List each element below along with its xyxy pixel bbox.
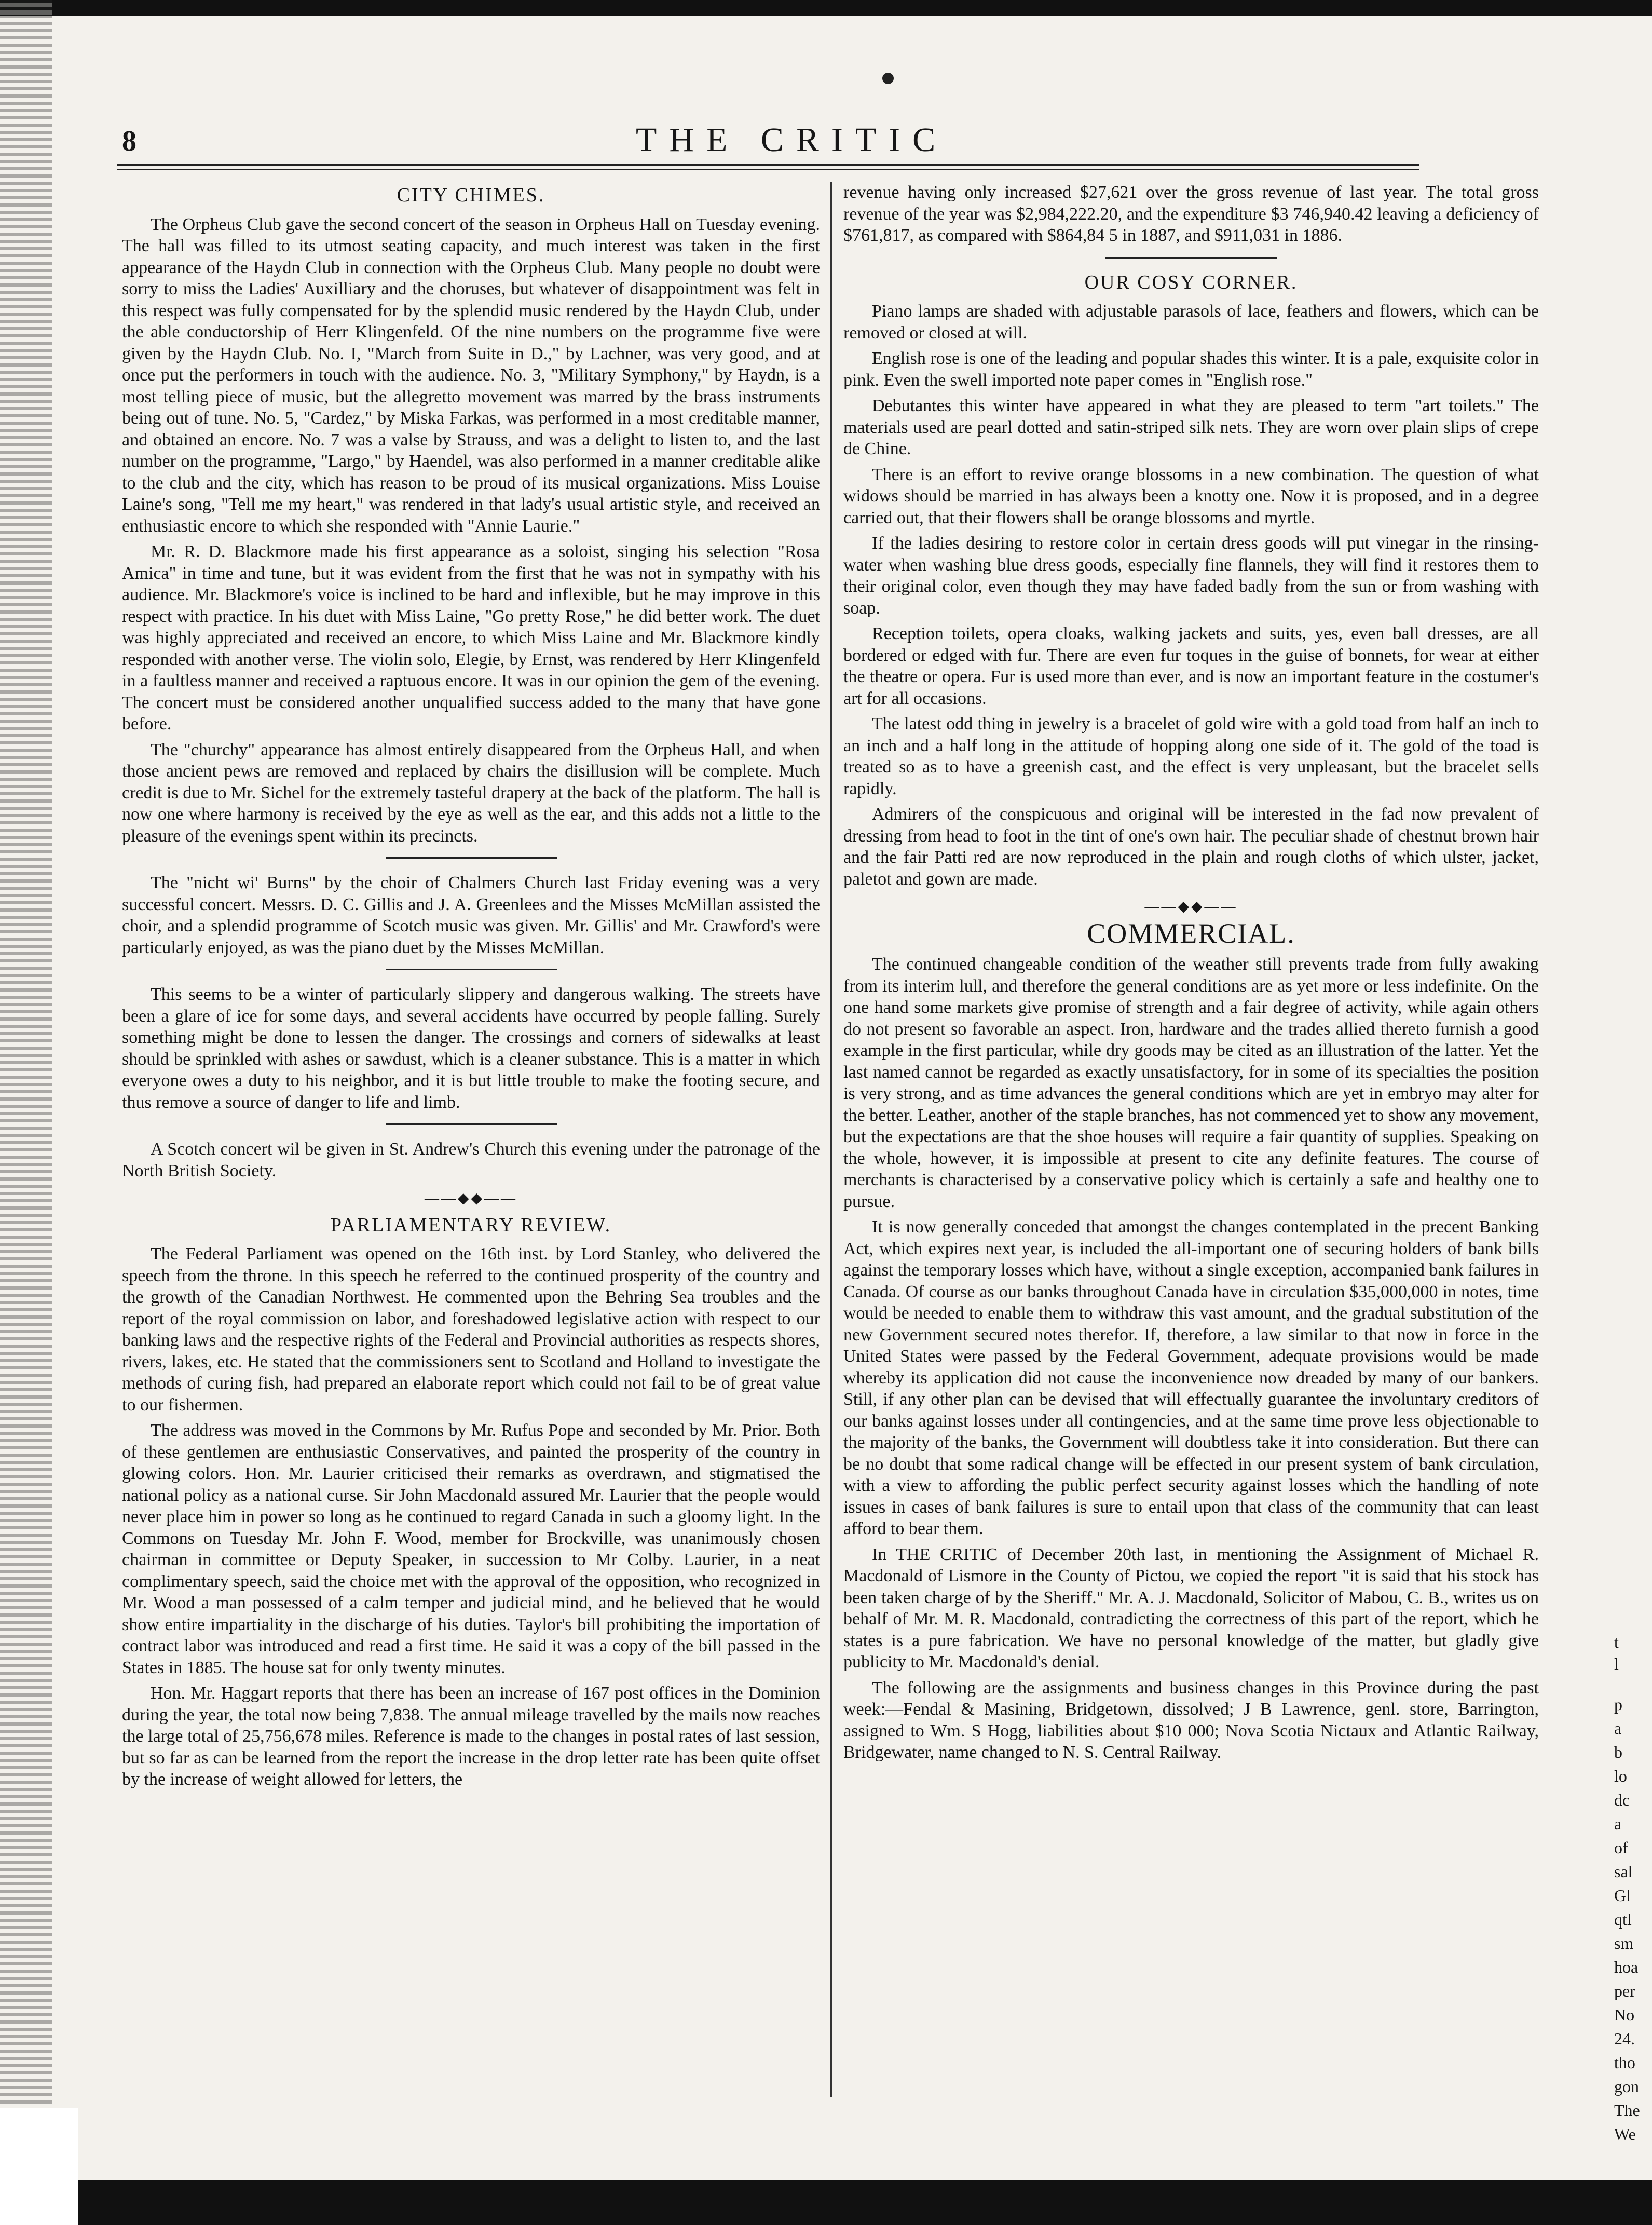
revenue-paragraph: revenue having only increased $27,621 over the gross revenue of last year. The total gross revenue of the year was $2,984,222.20, and the expenditure $3 746,940.42 leaving a deficiency of $761,817, as compared with $864,84 5 in 1887, and $911,031 in 1886. xyxy=(843,183,1539,245)
cosy-corner-section xyxy=(843,272,1539,890)
scan-corner xyxy=(0,2108,78,2225)
burns-paragraph: The "nicht wi' Burns" by the choir of Chalmers Church last Friday evening was a very successful concert. Messrs. D. C. Gillis and J. A. Greenlees and the Misses McMillan assisted the choir, and a splendid programme of Scotch music was given. Mr. Gillis' and Mr. Crawford's were particularly enjoyed, as was the piano duet by the Misses McMillan. xyxy=(122,873,820,957)
cosy-corner-paragraph: English rose is one of the leading and popular shades this winter. It is a pale, exquisite color in pink. Even the swell imported note paper comes in "English rose." xyxy=(843,349,1539,390)
bullet-dot-icon xyxy=(882,73,894,84)
section-separator xyxy=(1105,257,1277,259)
margin-fragment: qtl xyxy=(1614,1910,1632,1929)
margin-fragment: lo xyxy=(1614,1767,1627,1785)
margin-fragment: of xyxy=(1614,1838,1628,1857)
city-chimes-paragraph: Mr. R. D. Blackmore made his first appearance as a soloist, singing his selection "Rosa Amica" in time and tune, but it was evident from the first that he was not in sympathy with his audience. Mr. Blackmore's voice is inclined to be hard and inflexible, but he may improve in this respect with practice. In his duet with Miss Laine, "Go pretty Rose," he did better work. The duet was highly appreciated and received an encore, to which Miss Laine and Mr. Blackmore kindly responded with another verse. The violin solo, Elegie, by Ernst, was rendered by Herr Klingenfeld in a faultless manner and received a raptuous encore. It was in our opinion the gem of the evening. The concert must be considered another unqualified success added to the many that have gone before. xyxy=(122,542,820,734)
parliamentary-paragraph: The Federal Parliament was opened on the 16th inst. by Lord Stanley, who delivered the speech from the throne. In this speech he referred to the continued prosperity of the country and the growth of the Canadian Northwest. He commented upon the Behring Sea troubles and the report of the royal commission on labor, and foreshadowed legislative action with respect to our banking laws and the respective rights of the Federal and Provincial authorities as respects shores, rivers, lakes, etc. He stated that the commissioners sent to Scotland and Holland to investigate the methods of curing fish, had prepared an elaborate report which could not fail to be of great value to our fishermen. xyxy=(122,1244,820,1415)
ornament-divider: ——◆◆—— xyxy=(424,1190,518,1206)
cosy-corner-paragraph: The latest odd thing in jewelry is a bracelet of gold wire with a gold toad from half an inch to an inch and a half long in the attitude of hopping along one side of it. The gold of the toad is treated so as to have a greenish cast, and the effect is very unpleasant, but the bracelet sells rapidly. xyxy=(843,714,1539,798)
header-rule xyxy=(117,164,1419,166)
margin-fragment: No xyxy=(1614,2005,1635,2024)
cosy-corner-paragraph: Reception toilets, opera cloaks, walking jackets and suits, yes, even ball dresses, are all bordered or edged with fur. There are even fur toques in the guise of bonnets, for wear at either the theatre or opera. Fur is used more than ever, and is now an important feature in the costumer's art for all occasions. xyxy=(843,624,1539,708)
margin-fragment: a xyxy=(1614,1719,1622,1738)
margin-fragment: p xyxy=(1614,1695,1622,1714)
margin-fragment: hoa xyxy=(1614,1958,1639,1976)
column-divider xyxy=(830,182,832,2097)
margin-fragment: sal xyxy=(1614,1862,1633,1881)
commercial-section xyxy=(843,917,1539,1763)
cosy-corner-heading: OUR COSY CORNER. xyxy=(1084,271,1298,293)
cosy-corner-paragraph: Piano lamps are shaded with adjustable parasols of lace, feathers and flowers, which can be removed or closed at will. xyxy=(843,302,1539,343)
section-separator xyxy=(386,857,557,859)
margin-fragment: We xyxy=(1614,2125,1636,2143)
parliamentary-heading: PARLIAMENTARY REVIEW. xyxy=(330,1214,612,1236)
masthead: THE CRITIC xyxy=(636,121,948,159)
scan-edge-bottom xyxy=(78,2180,1652,2225)
margin-fragment: a xyxy=(1614,1814,1622,1833)
scan-edge-left xyxy=(0,0,52,2225)
commercial-heading: COMMERCIAL. xyxy=(1087,917,1295,949)
section-separator xyxy=(386,969,557,970)
cosy-corner-paragraph: There is an effort to revive orange blossoms in a new combination. The question of what widows should be married in has always been a knotty one. Now it is proposed, and in a degree carried out, that their flowers shall be orange blossoms and myrtle. xyxy=(843,465,1539,527)
scotch-concert-paragraph: A Scotch concert wil be given in St. Andrew's Church this evening under the patronage of the North British Society. xyxy=(122,1139,820,1181)
cosy-corner-paragraph: If the ladies desiring to restore color in certain dress goods will put vinegar in the rinsing-water when washing blue dress goods, especially fine flannels, they will find it restores them to their original color, even though they may have faded badly from the sun or from washing with soap. xyxy=(843,534,1539,618)
margin-fragment: l xyxy=(1614,1654,1619,1673)
margin-fragment: 24. xyxy=(1614,2029,1635,2048)
margin-fragment: gon xyxy=(1614,2077,1639,2096)
header-rule-thin xyxy=(117,169,1419,170)
city-chimes-paragraph: The "churchy" appearance has almost entirely disappeared from the Orpheus Hall, and when those ancient pews are removed and replaced by chairs the disillusion will be complete. Much credit is due to Mr. Sichel for the extremely tasteful drapery at the back of the platform. The hall is now one where harmony is received by the eye as well as the ear, and this adds not a little to the pleasure of the evenings spent within its precincts. xyxy=(122,740,820,846)
margin-fragment: sm xyxy=(1614,1934,1634,1952)
city-chimes-paragraph: The Orpheus Club gave the second concert of the season in Orpheus Hall on Tuesday evening. The hall was filled to its utmost seating capacity, and much interest was taken in the first appearance of the Haydn Club in connection with the Orpheus Club. Many people no doubt were sorry to miss the Ladies' Auxilliary and the choruses, but whatever of disappointment was felt in this respect was fully compensated for by the splendid music rendered by the Haydn Club, under the able conductorship of Herr Klingenfeld. Of the nine numbers on the programme five were given by the Haydn Club. No. I, "March from Suite in D.," by Lachner, was very good, and at once put the performers in touch with the audience. No. 3, "Military Symphony," by Haydn, is a most telling piece of music, but the allegretto movement was marred by the brass instruments being out of tune. No. 5, "Cardez," by Miska Farkas, was performed in a most creditable manner, and obtained an encore. No. 7 was a valse by Strauss, and was a delight to listen to, and the last number on the programme, "Largo," by Haendel, was also performed in a manner creditable alike to the club and the city, which has reason to be proud of its musical organizations. Miss Louise Laine's song, "Tell me my heart," was rendered in that lady's usual artistic style, and received an enthusiastic encore to which she responded with "Annie Laurie." xyxy=(122,214,820,536)
margin-fragment: dc xyxy=(1614,1790,1630,1809)
city-chimes-section xyxy=(122,185,820,847)
commercial-paragraph: It is now generally conceded that amongst the changes contemplated in the precent Banking Act, which expires next year, is included the all-important one of securing holders of bank bills against the temporary losses which have, without a single exception, accompanied bank failures in Canada. Of course as our banks throughout Canada have in circulation $35,000,000 in notes, time would be needed to enable them to withdraw this vast amount, and the gradual substitution of the new Government secured notes therefor. If, therefore, a law similar to that now in force in the United States were passed by the Federal Government, adequate provisions would be made whereby its application did not cause the inconvenience now dreaded by many of our bankers. Still, if any other plan can be devised that will effectually guarantee the involuntary creditors of our banks against losses under all contingencies, and at the same time prove less objectionable to the majority of the banks, the Government will doubtless take it into consideration. But there can be no doubt that some radical change will be effected in our present system of bank circulation, with a view to affording the public perfect security against losses which the handling of note issues in cases of bank failures is sure to entail upon that class of the community that can least afford to bear them. xyxy=(843,1217,1539,1538)
parliamentary-paragraph: The address was moved in the Commons by Mr. Rufus Pope and seconded by Mr. Prior. Both of these gentlemen are enthusiastic Conservatives, and painted the prosperity of the country in glowing colors. Hon. Mr. Laurier criticised their remarks as overdrawn, and stigmatised the national policy as a national curse. Sir John Macdonald assured Mr. Laurier that the people would never place him in power so long as he continued to regard Canada in such a gloomy light. In the Commons on Tuesday Mr. John F. Wood, member for Brockville, was unanimously chosen chairman in committee or Deputy Speaker, in succession to Mr Colby. Laurier, in a neat complimentary speech, said the choice met with the approval of the opposition, who recognized in Mr. Wood a man possessed of a calm temper and judicial mind, and he believed that he would show entire impartiality in the discharge of his duties. Taylor's bill prohibiting the importation of contract labor was introduced and read a first time. He said it was a copy of the bill passed in the States in 1885. The house sat for only twenty minutes. xyxy=(122,1421,820,1677)
page-number: 8 xyxy=(122,125,136,157)
margin-fragment: per xyxy=(1614,1982,1635,2000)
right-column xyxy=(843,182,1539,1768)
commercial-paragraph: The continued changeable condition of the weather still prevents trade from fully awaking from its interim lull, and therefore the general conditions are as yet more or less indefinite. On the one hand some markets give promise of strength and a fair degree of activity, while again others do not present so favorable an aspect. Iron, hardware and the trades allied thereto furnish a good example in the first particular, while dry goods may be cited as an illustration of the latter. Yet the last named cannot be regarded as exactly unsatisfactory, for in some of its specialties the position is very strong, and as time advances the general conditions which are yet in embryo may alter for the better. Leather, another of the staple branches, has not commenced yet to show any movement, but the expectations are that the shoe houses will require a fair quantity of supplies. Speaking on the whole, however, it is impossible at present to cite any definite features. The course of merchants is characterised by a conservative policy which is certainly a safe and healthy one to pursue. xyxy=(843,955,1539,1211)
margin-fragment: b xyxy=(1614,1743,1622,1761)
margin-fragment: The xyxy=(1614,2101,1640,2120)
city-chimes-heading: CITY CHIMES. xyxy=(397,184,545,206)
cosy-corner-paragraph: Debutantes this winter have appeared in what they are pleased to term "art toilets." The materials used are pearl dotted and satin-striped silk nets. They are worn over plain slips of crepe de Chine. xyxy=(843,396,1539,458)
parliamentary-section xyxy=(122,1215,820,1790)
commercial-paragraph: The following are the assignments and business changes in this Province during the past week:—Fendal & Masining, Bridgetown, dissolved; J B Lawrence, genl. store, Barrington, assigned to Wm. S Hogg, liabilities about $10 000; Nova Scotia Nictaux and Atlantic Railway, Bridgewater, name changed to N. S. Central Railway. xyxy=(843,1678,1539,1762)
ornament-divider: ——◆◆—— xyxy=(1144,899,1238,915)
margin-fragment: tho xyxy=(1614,2053,1635,2072)
scan-edge-top xyxy=(0,0,1652,16)
section-separator xyxy=(386,1123,557,1125)
commercial-paragraph: In THE CRITIC of December 20th last, in mentioning the Assignment of Michael R. Macdonald of Lismore in the County of Pictou, we copied the report "it is said that his stock has been taken charge of by the Sheriff." Mr. A. J. Macdonald, Solicitor of Mabou, C. B., writes us on behalf of Mr. M. R. Macdonald, contradicting the correctness of this part of the report, which he states is a pure fabrication. We have no personal knowledge of the matter, but gladly give publicity to Mr. Macdonald's denial. xyxy=(843,1544,1539,1672)
cosy-corner-paragraph: Admirers of the conspicuous and original will be interested in the fad now prevalent of dressing from head to foot in the tint of one's own hair. The peculiar shade of chestnut brown hair and the fair Patti red are now reproduced in the plain and rough cloths of which ulster, jacket, paletot and gown are made. xyxy=(843,805,1539,889)
left-column xyxy=(122,182,820,1795)
walking-paragraph: This seems to be a winter of particularly slippery and dangerous walking. The streets have been a glare of ice for some days, and several accidents have occurred by people falling. Surely something might be done to lessen the danger. The crossings and corners of sidewalks at least should be sprinkled with ashes or sawdust, which is a cleaner substance. This is a matter in which everyone owes a duty to his neighbor, and it is but little trouble to make the footing secure, and thus remove a source of danger to life and limb. xyxy=(122,985,820,1112)
margin-fragment: t xyxy=(1614,1633,1619,1651)
margin-fragment: Gl xyxy=(1614,1886,1631,1905)
parliamentary-paragraph: Hon. Mr. Haggart reports that there has been an increase of 167 post offices in the Dominion during the year, the total now being 7,838. The annual mileage travelled by the mails now reaches the large total of 25,756,678 miles. Reference is made to the changes in postal rates of last session, but so far as can be learned from the report the increase in the drop letter rate has been quite offset by the increase of weight allowed for letters, the xyxy=(122,1684,820,1789)
